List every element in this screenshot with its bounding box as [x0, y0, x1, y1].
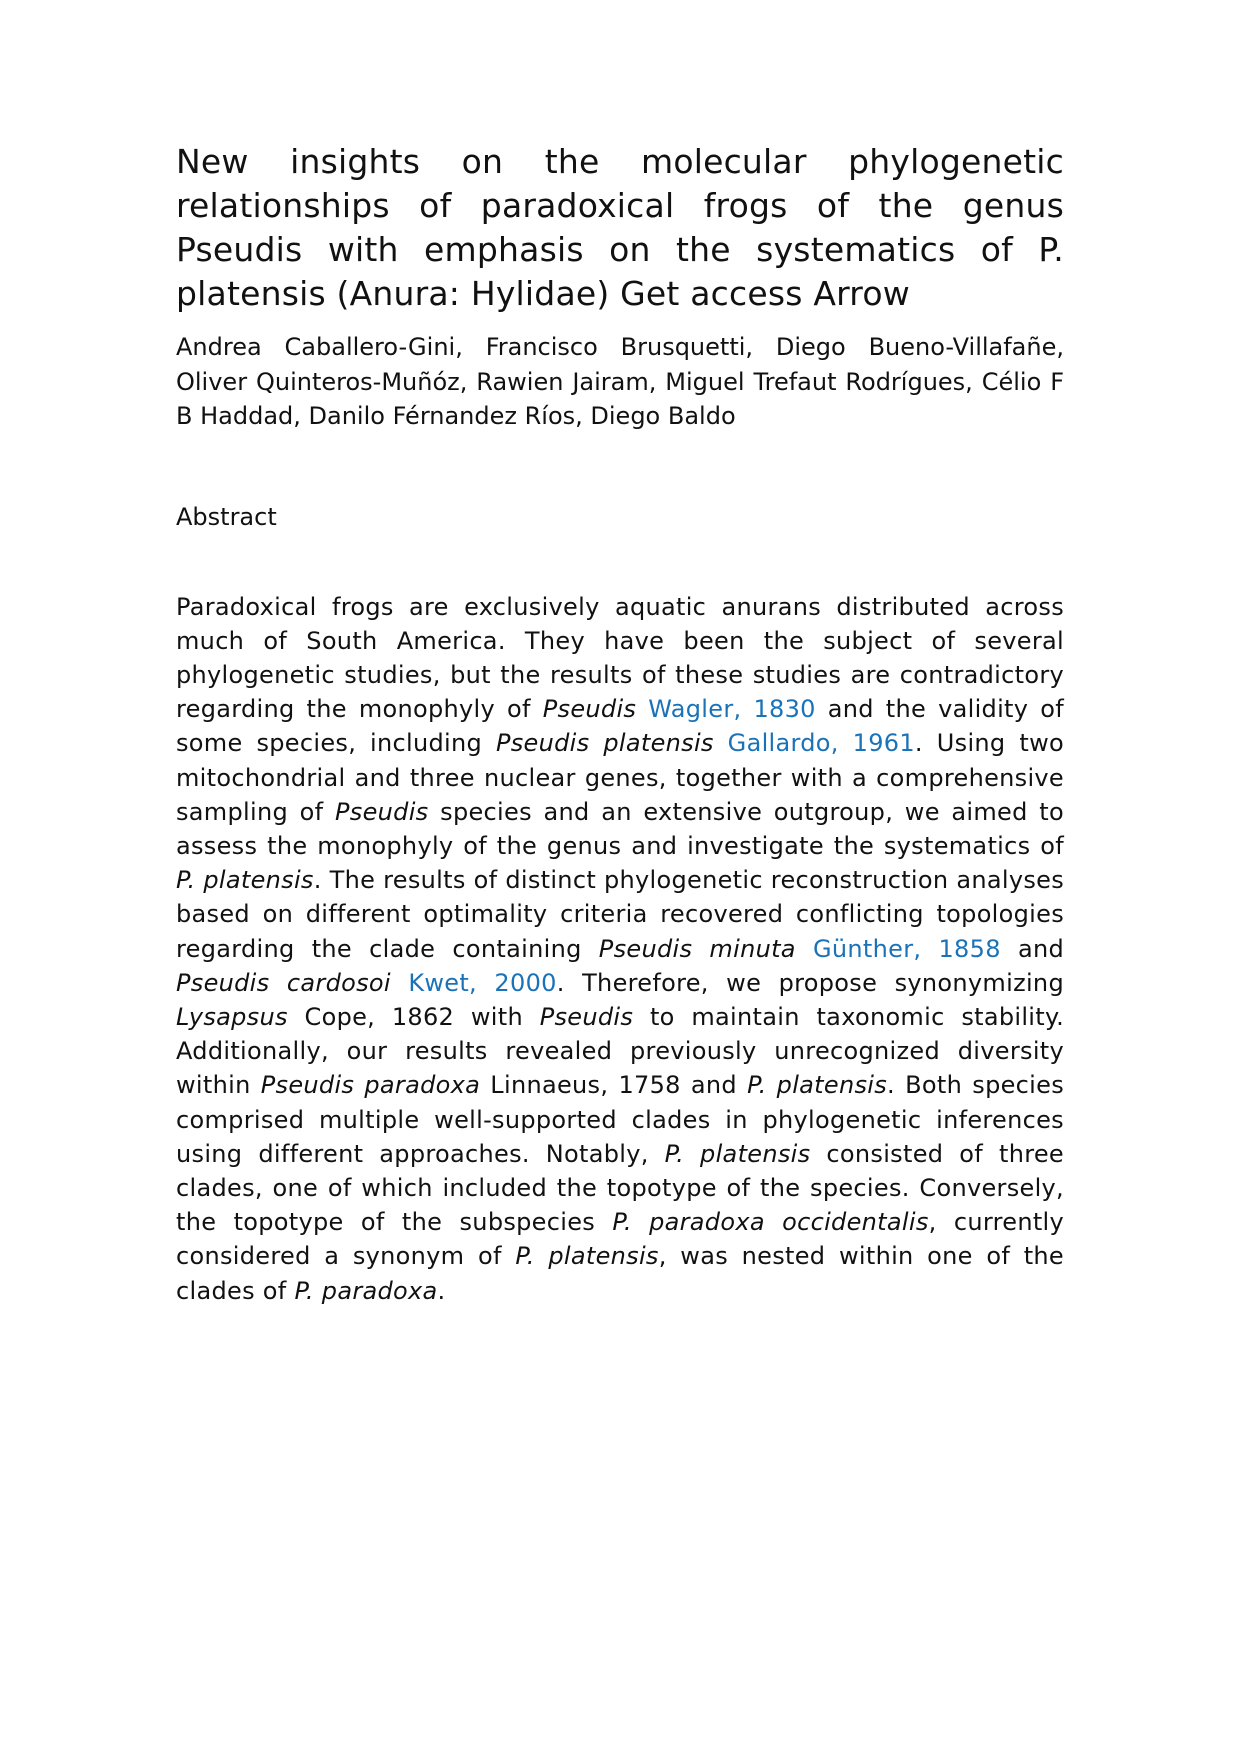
- citation-link[interactable]: Wagler, 1830: [648, 695, 816, 724]
- abstract-text: Cope, 1862 with: [287, 1002, 540, 1031]
- article-page: [176, 140, 1064, 1308]
- species-name: Pseudis: [539, 1002, 634, 1031]
- species-name: P. platensis: [747, 1071, 888, 1100]
- abstract-text: , was nested within one of the clades of: [176, 1242, 1065, 1305]
- citation-link[interactable]: Gallardo, 1961: [727, 729, 915, 758]
- abstract-text: species and an extensive outgroup, we aimed to assess the monophyly of the genus and investigate the systematics of: [176, 797, 1064, 860]
- abstract-text: .: [437, 1276, 446, 1305]
- abstract-text: . Both species comprised multiple well-supported clades in phylogenetic inferences using different approaches. Notably,: [176, 1071, 1065, 1168]
- abstract-text: . Using two mitochondrial and three nuclear genes, together with a comprehensive sampling of: [176, 729, 1065, 826]
- abstract-text: [636, 695, 648, 723]
- abstract-text: consisted of three clades, one of which included the topotype of the species. Conversely, the topotype of the subspecies: [176, 1139, 1065, 1237]
- abstract-text: to maintain taxonomic stability. Additionally, our results revealed previously unrecognized diversity within: [176, 1002, 1064, 1100]
- citation-link[interactable]: Kwet, 2000: [408, 968, 557, 997]
- abstract-text: , currently considered a synonym of: [176, 1208, 1065, 1271]
- citation-link[interactable]: Günther, 1858: [813, 934, 1001, 963]
- species-name: Pseudis paradoxa: [260, 1071, 481, 1100]
- species-name: Pseudis platensis: [495, 729, 714, 758]
- species-name: Lysapsus: [176, 1002, 288, 1031]
- abstract-body: [176, 590, 1064, 1308]
- abstract-text: Linnaeus, 1758 and: [480, 1071, 748, 1100]
- abstract-text: and: [1000, 934, 1065, 963]
- species-name: P. paradoxa: [294, 1276, 438, 1305]
- species-name: P. platensis: [515, 1242, 659, 1271]
- abstract-text: . The results of distinct phylogenetic reconstruction analyses based on different optimality criteria recovered conflicting topologies regarding the clade containing: [176, 866, 1065, 963]
- abstract-text: and the validity of some species, including: [176, 695, 1065, 758]
- article-title: New insights on the molecular phylogenetic relationships of paradoxical frogs of the genus Pseudis with emphasis on the systematics of P. platensis (Anura: Hylidae) Get access Arrow: [176, 142, 1064, 313]
- species-name: P. platensis: [176, 866, 314, 895]
- abstract-text: [796, 935, 813, 963]
- abstract-text: [391, 969, 408, 997]
- species-name: Pseudis: [335, 797, 429, 826]
- species-name: P. paradoxa occidentalis: [612, 1208, 929, 1237]
- abstract-text: . Therefore, we propose synonymizing: [556, 968, 1064, 997]
- abstract-text: [714, 729, 728, 757]
- species-name: Pseudis cardosoi: [176, 968, 391, 997]
- species-name: P. platensis: [664, 1139, 811, 1168]
- author-list: Andrea Caballero-Gini, Francisco Brusquetti, Diego Bueno-Villafañe, Oliver Quinteros-Muñóz, Rawien Jairam, Miguel Trefaut Rodrígues, Célio F B Haddad, Danilo Férnandez Ríos, Diego Baldo: [176, 333, 1064, 430]
- species-name: Pseudis minuta: [598, 934, 796, 963]
- abstract-heading: Abstract: [176, 502, 277, 531]
- species-name: Pseudis: [542, 695, 637, 724]
- abstract-text: Paradoxical frogs are exclusively aquatic anurans distributed across much of South America. They have been the subject of several phylogenetic studies, but the results of these studies are contradictory regarding the monophyly of: [176, 592, 1064, 724]
